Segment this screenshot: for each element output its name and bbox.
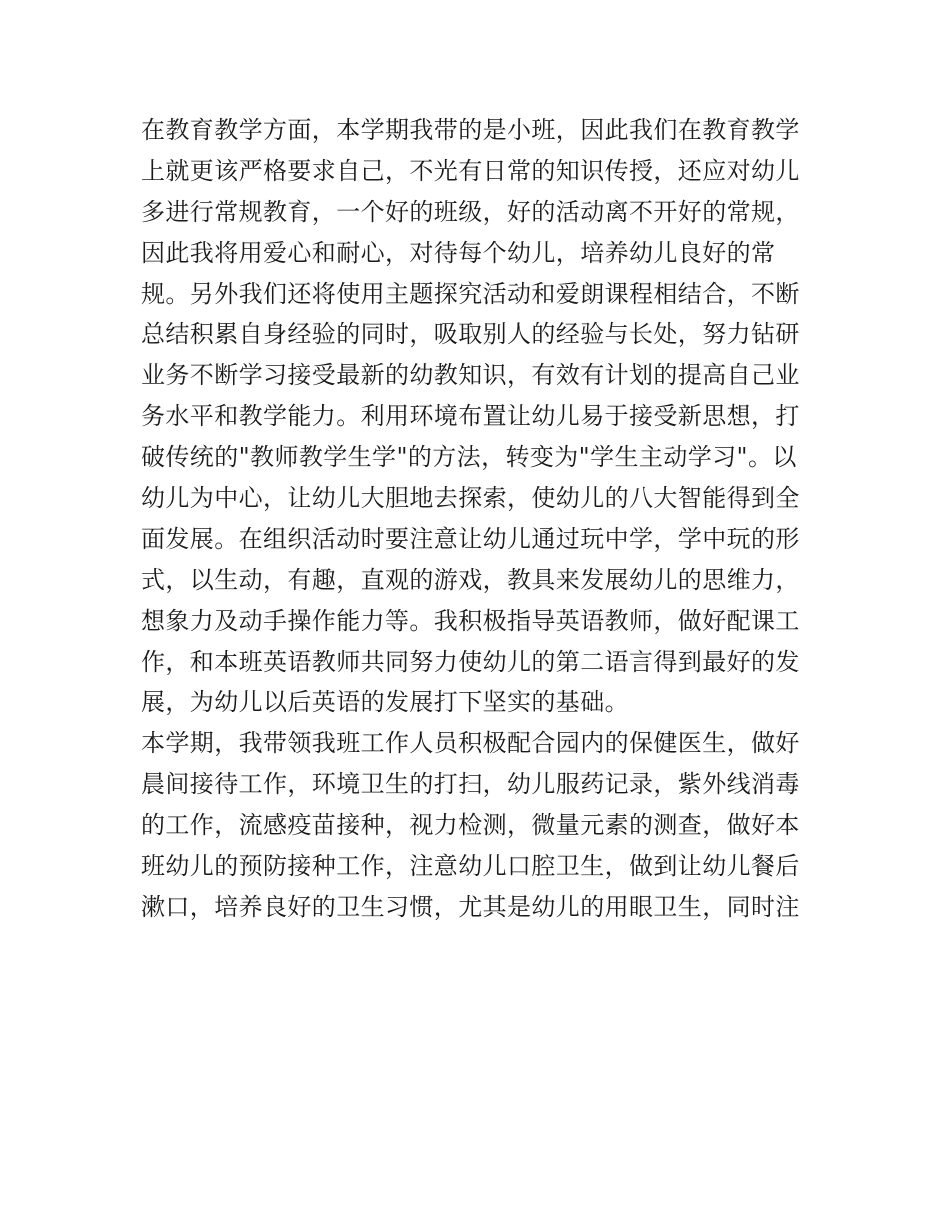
text-line: 幼儿为中心，让幼儿大胆地去探索，使幼儿的八大智能得到全	[141, 484, 800, 513]
text-line: 班幼儿的预防接种工作，注意幼儿口腔卫生，做到让幼儿餐后	[141, 852, 800, 881]
text-line: 上就更该严格要求自己，不光有日常的知识传授，还应对幼儿	[141, 156, 800, 185]
text-line: 务水平和教学能力。利用环境布置让幼儿易于接受新思想，打	[141, 402, 800, 431]
text-line: 面发展。在组织活动时要注意让幼儿通过玩中学，学中玩的形	[141, 524, 800, 553]
text-line: 规。另外我们还将使用主题探究活动和爱朗课程相结合，不断	[141, 279, 800, 308]
text-line: 晨间接待工作，环境卫生的打扫，幼儿服药记录，紫外线消毒	[141, 770, 800, 799]
text-line: 漱口，培养良好的卫生习惯，尤其是幼儿的用眼卫生，同时注	[141, 892, 800, 921]
text-line: 式，以生动，有趣，直观的游戏，教具来发展幼儿的思维力，	[141, 565, 800, 594]
text-line: 在教育教学方面，本学期我带的是小班，因此我们在教育教学	[141, 116, 800, 144]
text-line: 多进行常规教育，一个好的班级，好的活动离不开好的常规，	[141, 197, 800, 226]
text-line: 因此我将用爱心和耐心，对待每个幼儿，培养幼儿良好的常	[141, 238, 776, 267]
text-line: 展，为幼儿以后英语的发展打下坚实的基础。	[141, 688, 629, 717]
text-line: 的工作，流感疫苗接种，视力检测，微量元素的测查，做好本	[141, 811, 800, 840]
body-text	[141, 110, 821, 928]
text-line: 想象力及动手操作能力等。我积极指导英语教师，做好配课工	[141, 606, 800, 635]
text-line: 破传统的"教师教学生学"的方法，转变为"学生主动学习"。以	[141, 443, 797, 472]
text-line: 本学期，我带领我班工作人员积极配合园内的保健医生，做好	[141, 729, 800, 758]
text-line: 业务不断学习接受最新的幼教知识，有效有计划的提高自己业	[141, 361, 800, 390]
text-line: 作，和本班英语教师共同努力使幼儿的第二语言得到最好的发	[141, 647, 800, 676]
text-line: 总结积累自身经验的同时，吸取别人的经验与长处，努力钻研	[141, 320, 800, 349]
